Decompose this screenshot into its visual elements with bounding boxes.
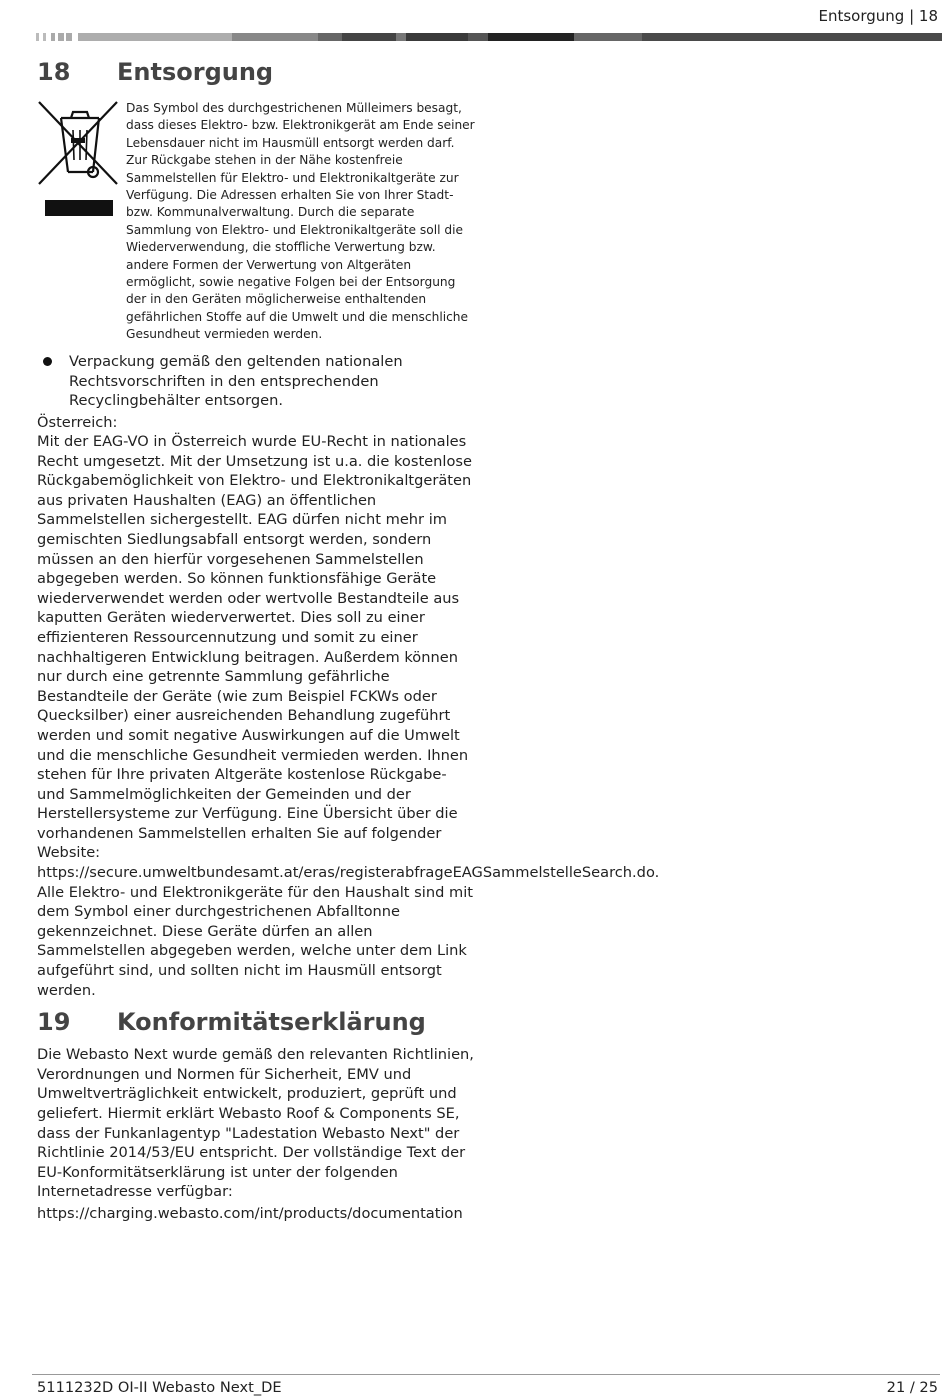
- bullet-dot-icon: [43, 357, 52, 366]
- footer-divider: [32, 1374, 940, 1375]
- section-19-title: Konformitätserklärung: [117, 1008, 426, 1037]
- documentation-link[interactable]: https://charging.webasto.com/int/products/documentation: [37, 1204, 463, 1222]
- section-18-number: 18: [37, 58, 71, 86]
- weee-notice: [37, 100, 477, 346]
- weee-description: Das Symbol des durchgestrichenen Mülleimers besagt, dass dieses Elektro- bzw. Elektronikgerät am Ende seiner Lebensdauer nicht im Hausmüll entsorgt werden darf. Zur Rückgabe stehen in der Nähe kostenfreie Sammelstellen für Elektro- und Elektronikaltgeräte zur Verfügung. Die Adressen erhalten Sie von Ihrer Stadt- bzw. Kommunalverwaltung. Durch die separate Sammlung von Elektro- und Elektronikaltgeräte soll die Wiederverwendung, die stoffliche Verwertung bzw. andere Formen der Verwertung von Altgeräten ermöglicht, sowie negative Folgen bei der Entsorgung der in den Geräten möglicherweise enthaltenden gefährlichen Stoffe auf die Umwelt und die menschliche Gesundheut vermieden werden.: [126, 101, 475, 342]
- conformity-paragraph: Die Webasto Next wurde gemäß den relevanten Richtlinien, Verordnungen und Normen für Sicherheit, EMV und Umweltverträglichkeit entwickelt, produziert, geprüft und geliefert. Hiermit erklärt Webasto Roof & Components SE, dass der Funkanlagentyp "Ladestation Webasto Next" der Richtlinie 2014/53/EU entspricht. Der vollständige Text der EU-Konformitätserklärung ist unter der folgenden Internetadresse verfügbar:: [37, 1046, 474, 1201]
- packaging-bullet: [37, 352, 477, 411]
- section-19-number: 19: [37, 1008, 71, 1037]
- header-decor-bar: [36, 33, 942, 41]
- austria-paragraph: Mit der EAG-VO in Österreich wurde EU-Recht in nationales Recht umgesetzt. Mit der Umsetzung ist u.a. die kostenlose Rückgabemöglichkeit von Elektro- und Elektronikaltgeräten aus privaten Haushalten (EAG) an öffentlichen Sammelstellen sichergestellt. EAG dürfen nicht mehr im gemischten Siedlungsabfall entsorgt werden, sondern müssen an den hierfür vorgesehenen Sammelstellen abgegeben werden. So können funktionsfähige Geräte wiederverwendet werden oder wertvolle Bestandteile aus kaputten Geräten wiederverwertet. Dies soll zu einer effizienteren Ressourcennutzung und somit zu einer nachhaltigeren Entwicklung beitragen. Außerdem können nur durch eine getrennte Sammlung gefährliche Bestandteile der Geräte (wie zum Beispiel FCKWs oder Quecksilber) einer ausreichenden Behandlung zugeführt werden und somit negative Auswirkungen auf die Umwelt und die menschliche Gesundheit vermieden werden. Ihnen stehen für Ihre privaten Altgeräte kostenlose Rückgabe- und Sammelmöglichkeiten der Gemeinden und der Herstellersysteme zur Verfügung. Eine Übersicht über die vorhandenen Sammelstellen erhalten Sie auf folgender Website: https://secure.umweltbundesamt.at/eras/registerabfrageEAGSammelstelleSearch.do. Alle Elektro- und Elektronikgeräte für den Haushalt sind mit dem Symbol einer durchgestrichenen Abfalltonne gekennzeichnet. Diese Geräte dürfen an allen Sammelstellen abgegeben werden, welche unter dem Link aufgeführt sind, und sollten nicht im Hausmüll entsorgt werden.: [37, 433, 660, 999]
- running-header: Entsorgung | 18: [818, 7, 938, 25]
- section-19-heading: [37, 1008, 477, 1036]
- section-18-title: Entsorgung: [117, 58, 274, 86]
- packaging-bullet-text: Verpackung gemäß den geltenden nationalen Rechtsvorschriften in den entsprechenden Recyclingbehälter entsorgen.: [69, 353, 403, 409]
- section-18-heading: [37, 58, 477, 86]
- footer-page-number: 21 / 25: [886, 1379, 938, 1396]
- main-column: [37, 58, 660, 1224]
- austria-label: Österreich:: [37, 413, 118, 431]
- footer-doc-id: 5111232D OI-II Webasto Next_DE: [37, 1379, 282, 1396]
- crossed-out-wheelie-bin-icon: [37, 100, 119, 220]
